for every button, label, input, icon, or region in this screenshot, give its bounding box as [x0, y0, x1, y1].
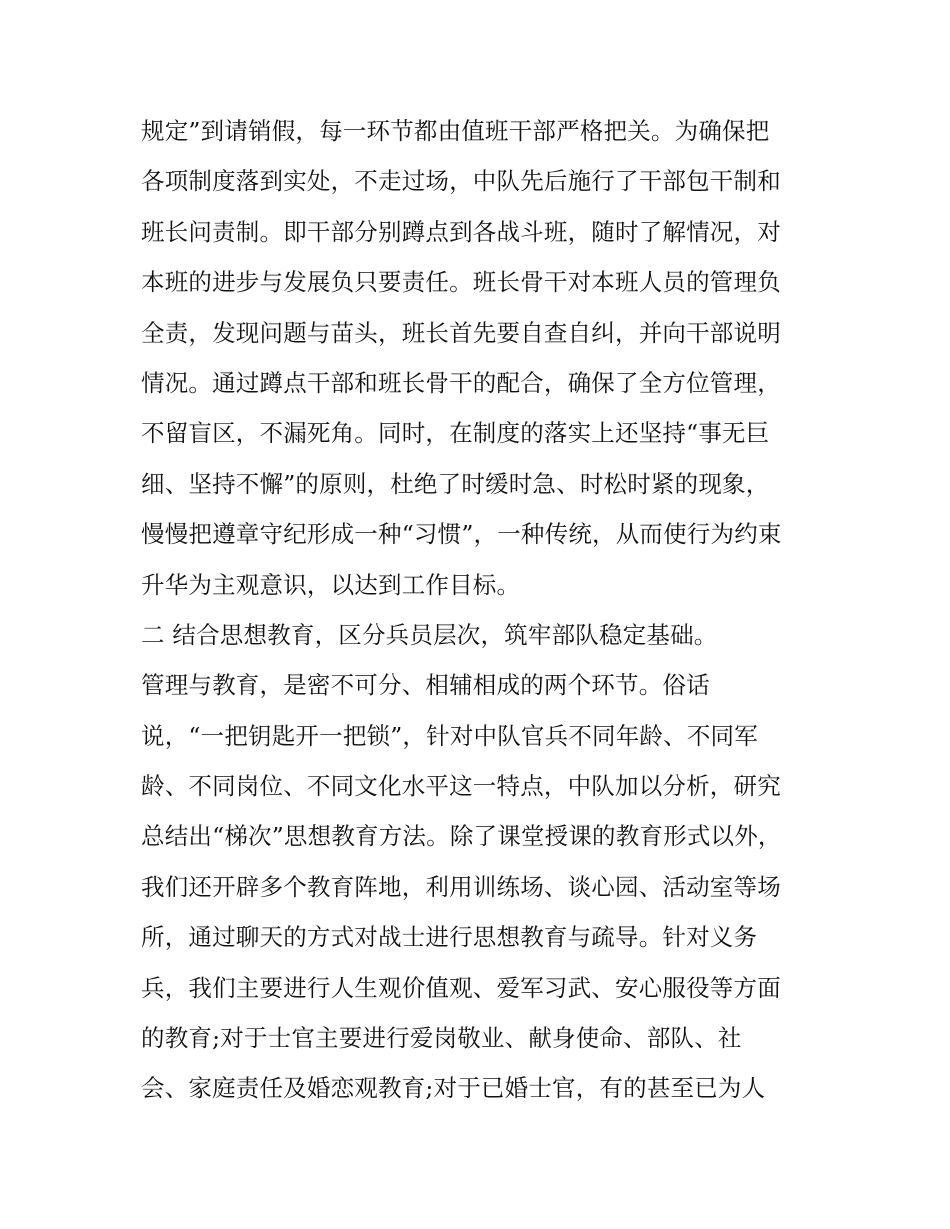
- text-line: 会、家庭责任及婚恋观教育;对于已婚士官，有的甚至已为人: [141, 1074, 766, 1103]
- text-line: 慢慢把遵章守纪形成一种“习惯”，一种传统，从而使行为约束: [141, 520, 782, 549]
- text-line: 全责，发现问题与苗头，班长首先要自查自纠，并向干部说明: [141, 318, 781, 347]
- text-line: 班长问责制。即干部分别蹲点到各战斗班，随时了解情况，对: [141, 217, 781, 246]
- text-line: 总结出“梯次”思想教育方法。除了课堂授课的教育形式以外，: [141, 822, 782, 851]
- text-line: 不留盲区，不漏死角。同时，在制度的落实上还坚持“事无巨: [141, 419, 770, 448]
- text-line: 的教育;对于士官主要进行爱岗敬业、献身使命、部队、社: [141, 1024, 742, 1053]
- text-line: 兵，我们主要进行人生观价值观、爱军习武、安心服役等方面: [141, 973, 781, 1002]
- text-line: 各项制度落到实处，不走过场，中队先后施行了干部包干制和: [141, 167, 781, 196]
- section-heading: 二 结合思想教育，区分兵员层次，筑牢部队稳定基础。: [141, 620, 718, 649]
- text-line: 所，通过聊天的方式对战士进行思想教育与疏导。针对义务: [141, 923, 758, 952]
- text-line: 规定”到请销假，每一环节都由值班干部严格把关。为确保把: [141, 117, 770, 145]
- body-text: [141, 106, 831, 1114]
- text-line: 说，“一把钥匙开一把锁”，针对中队官兵不同年龄、不同军: [141, 721, 758, 750]
- text-line: 升华为主观意识，以达到工作目标。: [141, 570, 521, 599]
- text-line: 情况。通过蹲点干部和班长骨干的配合，确保了全方位管理，: [141, 368, 781, 397]
- text-line: 细、坚持不懈”的原则，杜绝了时缓时急、时松时紧的现象，: [141, 469, 770, 498]
- text-line: 我们还开辟多个教育阵地，利用训练场、谈心园、活动室等场: [141, 872, 781, 901]
- text-line: 本班的进步与发展负只要责任。班长骨干对本班人员的管理负: [141, 268, 781, 297]
- text-line: 管理与教育，是密不可分、相辅相成的两个环节。俗话: [141, 671, 710, 700]
- text-line: 龄、不同岗位、不同文化水平这一特点，中队加以分析，研究: [141, 772, 781, 801]
